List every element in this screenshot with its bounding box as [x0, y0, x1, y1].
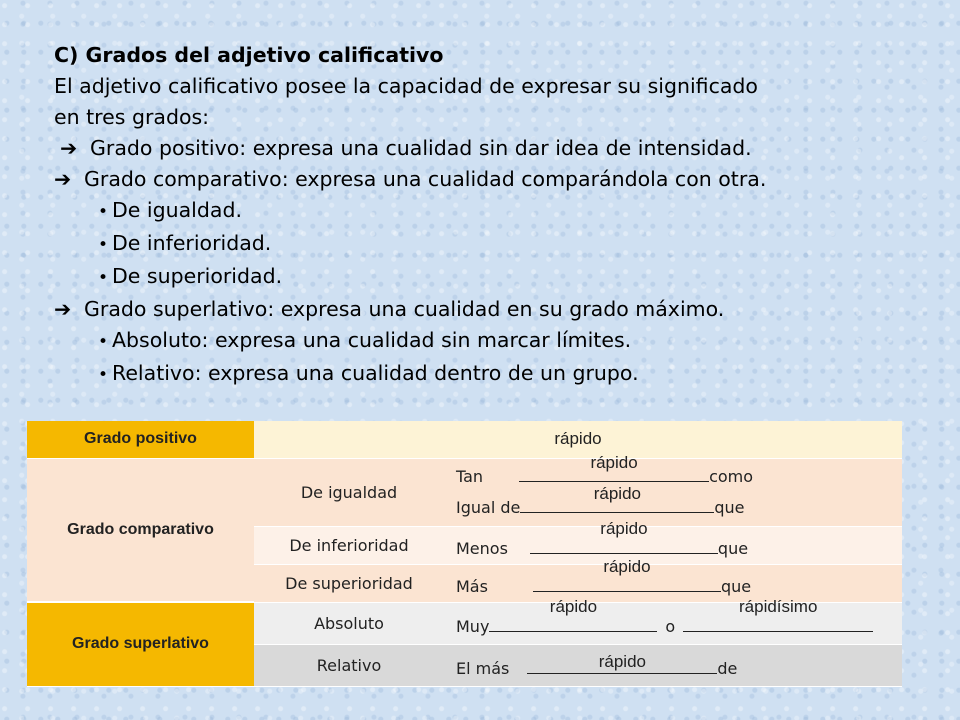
arrow-icon: ➔ [54, 167, 72, 191]
row-header-comparativo: Grado comparativo [27, 458, 254, 602]
blank-slot [530, 518, 718, 554]
positivo-line [54, 133, 934, 164]
bullet-icon: • [98, 332, 109, 352]
bullet-item [54, 358, 934, 391]
example-pre: Muy [456, 616, 490, 636]
bullet-icon: • [98, 202, 109, 222]
superlativo-text: Grado superlativo: expresa una cualidad en su grado máximo. [84, 297, 725, 321]
blank-slot [533, 556, 721, 592]
example-post: que [720, 576, 752, 596]
example-pre: Tan [456, 467, 484, 486]
explanation-text [54, 40, 934, 391]
bullet-text: Relativo: expresa una cualidad dentro de un grupo. [112, 361, 639, 385]
example-relativo [444, 644, 902, 686]
example-line [444, 518, 902, 558]
section-title: C) Grados del adjetivo calificativo [54, 43, 444, 67]
intro-line-2: en tres grados: [54, 105, 210, 129]
example-pre: Más [456, 576, 488, 596]
bullet-icon: • [98, 365, 109, 385]
slot-answer: rápido [598, 651, 646, 671]
bullet-icon: • [98, 235, 109, 255]
example-mid: o [665, 616, 676, 636]
blank-slot [683, 596, 873, 632]
slot-answer: rápido [593, 484, 641, 503]
table-row [27, 458, 902, 526]
bullet-item [54, 261, 934, 294]
example-line [444, 556, 902, 596]
comparativo-text: Grado comparativo: expresa una cualidad comparándola con otra. [84, 167, 767, 191]
slot-answer: rápido [549, 596, 598, 616]
arrow-icon: ➔ [60, 136, 78, 160]
arrow-icon: ➔ [54, 297, 72, 321]
superlativo-line [54, 294, 934, 325]
blank-slot [527, 653, 717, 674]
example-post: como [709, 467, 754, 486]
subtype-absoluto: Absoluto [254, 602, 444, 644]
bullet-text: Absoluto: expresa una cualidad sin marcar límites. [112, 328, 632, 352]
example-post: de [717, 658, 738, 678]
subtype-relativo: Relativo [254, 644, 444, 686]
example-line [444, 596, 902, 636]
bullet-item [54, 228, 934, 261]
slot-answer: rápido [600, 518, 648, 538]
bullet-icon: • [98, 268, 109, 288]
blank-slot [520, 484, 714, 513]
example-post: que [714, 498, 745, 517]
example-post: que [717, 538, 749, 558]
subtype-superioridad: De superioridad [254, 564, 444, 602]
example-absoluto [444, 596, 902, 644]
comparativo-line [54, 164, 934, 195]
subtype-igualdad: De igualdad [254, 458, 444, 526]
example-pre: Menos [456, 538, 508, 558]
slot-answer: rápido [603, 556, 651, 576]
row-header-superlativo: Grado superlativo [27, 602, 254, 686]
intro-line-1: El adjetivo calificativo posee la capacidad de expresar su significado [54, 74, 758, 98]
example-line [444, 653, 902, 678]
positivo-text: Grado positivo: expresa una cualidad sin dar idea de intensidad. [90, 136, 752, 160]
grades-table [27, 421, 902, 687]
slot-answer: rápido [590, 453, 638, 472]
example-pre: Igual de [456, 498, 521, 517]
slot-answer: rápidísimo [739, 596, 818, 616]
bullet-text: De inferioridad. [112, 231, 272, 255]
bullet-text: De superioridad. [112, 264, 283, 288]
subtype-inferioridad: De inferioridad [254, 526, 444, 564]
example-pre: El más [456, 658, 510, 678]
table-row [27, 602, 902, 644]
bullet-item [54, 325, 934, 358]
example-igualdad [444, 453, 902, 526]
bullet-text: De igualdad. [112, 198, 242, 222]
bullet-item [54, 195, 934, 228]
example-positivo: rápido [254, 421, 902, 458]
table-row [27, 421, 902, 458]
row-header-positivo: Grado positivo [27, 421, 254, 458]
blank-slot [489, 596, 657, 632]
